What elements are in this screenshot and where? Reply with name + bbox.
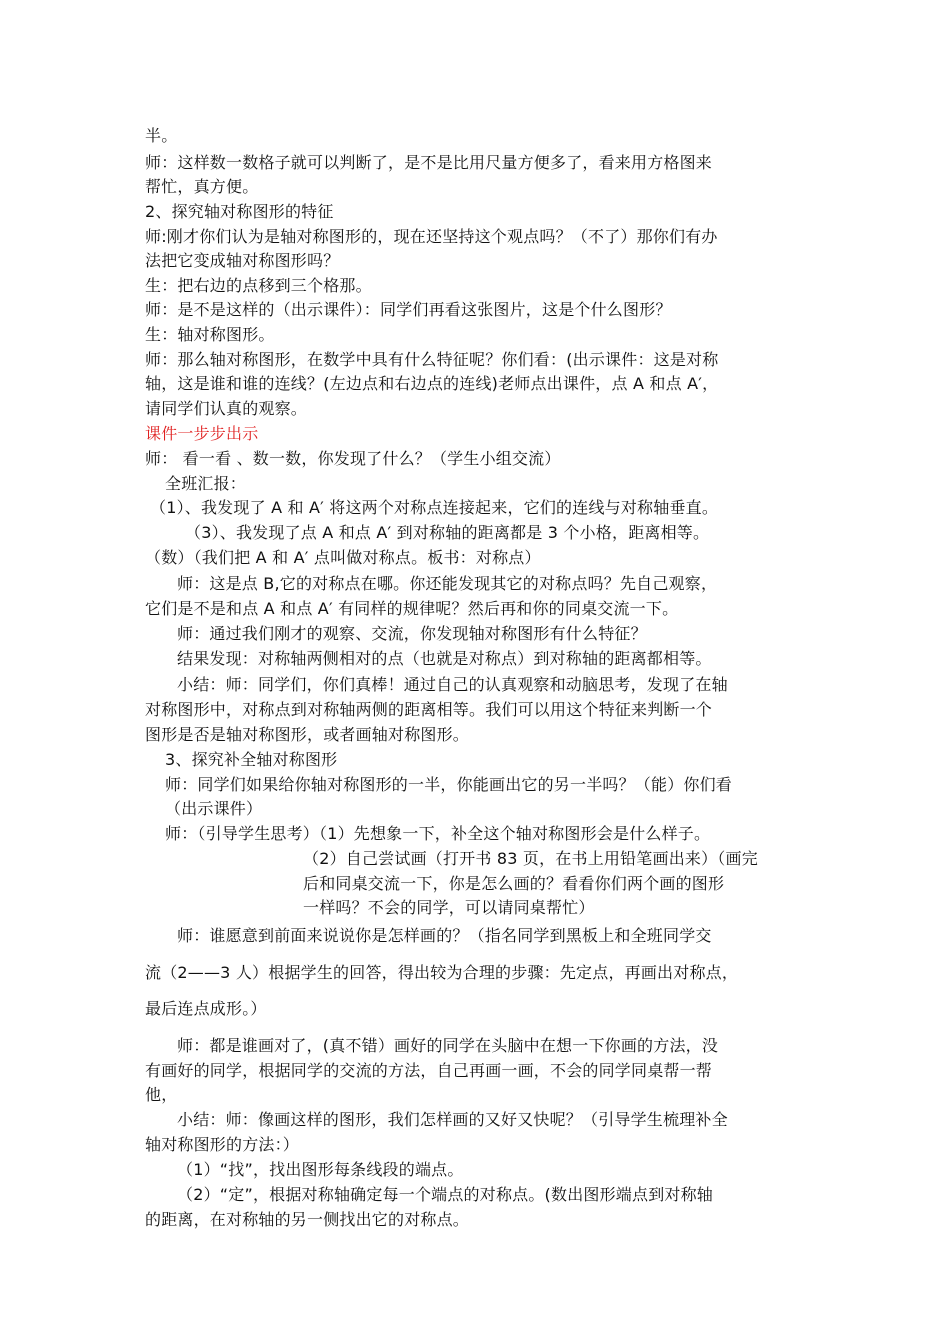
- text-line: 帮忙，真方便。: [145, 177, 259, 196]
- text-line: 师：这样数一数格子就可以判断了，是不是比用尺量方便多了，看来用方格图来: [145, 153, 713, 172]
- text-line: 小结：师：同学们，你们真棒！通过自己的认真观察和动脑思考，发现了在轴: [177, 675, 728, 694]
- text-line: 师： 看一看 、数一数，你发现了什么？（学生小组交流）: [145, 449, 561, 468]
- text-line: 师：同学们如果给你轴对称图形的一半，你能画出它的另一半吗？（能）你们看: [165, 775, 733, 794]
- text-line: 轴，这是谁和谁的连线？(左边点和右边点的连线)老师点出课件，点 A 和点 A′，: [145, 374, 719, 393]
- text-line: 结果发现：对称轴两侧相对的点（也就是对称点）到对称轴的距离都相等。: [177, 649, 712, 668]
- text-line: 师：是不是这样的（出示课件）：同学们再看这张图片，这是个什么图形？: [145, 300, 672, 319]
- text-line: 对称图形中，对称点到对称轴两侧的距离相等。我们可以用这个特征来判断一个: [145, 700, 713, 719]
- text-line: （1）“找”，找出图形每条线段的端点。: [177, 1160, 464, 1179]
- text-line: 师：那么轴对称图形，在数学中具有什么特征呢？你们看：(出示课件：这是对称: [145, 350, 719, 369]
- text-line: 师:刚才你们认为是轴对称图形的，现在还坚持这个观点吗？（不了）那你们有办: [145, 227, 718, 246]
- text-line: 半。: [145, 126, 178, 145]
- text-line: 的距离，在对称轴的另一侧找出它的对称点。: [145, 1210, 470, 1229]
- text-line: （2）自己尝试画（打开书 83 页，在书上用铅笔画出来）（画完: [303, 849, 758, 868]
- text-line: （3）、我发现了点 A 和点 A′ 到对称轴的距离都是 3 个小格，距离相等。: [185, 523, 710, 542]
- section-heading: 2、探究轴对称图形的特征: [145, 202, 334, 221]
- text-line: 师：都是谁画对了，(真不错）画好的同学在头脑中在想一下你画的方法，没: [177, 1036, 719, 1055]
- text-line: 师：这是点 B,它的对称点在哪。你还能发现其它的对称点吗？先自己观察，: [177, 574, 718, 593]
- text-line: 轴对称图形的方法：）: [145, 1135, 300, 1154]
- text-line: 生：把右边的点移到三个格那。: [145, 276, 372, 295]
- text-line: 一样吗？不会的同学，可以请同桌帮忙）: [303, 898, 595, 917]
- text-line: 师：谁愿意到前面来说说你是怎样画的？（指名同学到黑板上和全班同学交: [177, 926, 712, 945]
- text-line: 后和同桌交流一下，你是怎么画的？看看你们两个画的图形: [303, 874, 725, 893]
- text-line: （出示课件）: [165, 799, 263, 818]
- text-line: 有画好的同学，根据同学的交流的方法，自己再画一画，不会的同学同桌帮一帮: [145, 1061, 713, 1080]
- text-line: 它们是不是和点 A 和点 A′ 有同样的规律呢？然后再和你的同桌交流一下。: [145, 599, 679, 618]
- section-heading: 3、探究补全轴对称图形: [165, 750, 338, 769]
- text-line: （数）（我们把 A 和 A′ 点叫做对称点。板书：对称点）: [145, 548, 541, 567]
- text-line: 请同学们认真的观察。: [145, 399, 308, 418]
- text-line: 他，: [145, 1085, 178, 1104]
- text-line: （2）“定”，根据对称轴确定每一个端点的对称点。(数出图形端点到对称轴: [177, 1185, 714, 1204]
- text-line: 师：通过我们刚才的观察、交流，你发现轴对称图形有什么特征？: [177, 624, 647, 643]
- text-line: 全班汇报：: [165, 474, 247, 493]
- red-note: 课件一步步出示: [145, 424, 259, 443]
- text-line: 法把它变成轴对称图形吗？: [145, 251, 340, 270]
- text-line: 最后连点成形。）: [145, 999, 267, 1018]
- text-line: 师：（引导学生思考）（1）先想象一下，补全这个轴对称图形会是什么样子。: [165, 824, 711, 843]
- text-line: 图形是否是轴对称图形，或者画轴对称图形。: [145, 725, 470, 744]
- text-line: 流（2——3 人）根据学生的回答，得出较为合理的步骤：先定点，再画出对称点，: [145, 963, 739, 982]
- text-line: 小结：师：像画这样的图形，我们怎样画的又好又快呢？（引导学生梳理补全: [177, 1110, 728, 1129]
- text-line: 生：轴对称图形。: [145, 325, 275, 344]
- text-line: （1）、我发现了 A 和 A′ 将这两个对称点连接起来，它们的连线与对称轴垂直。: [150, 498, 719, 517]
